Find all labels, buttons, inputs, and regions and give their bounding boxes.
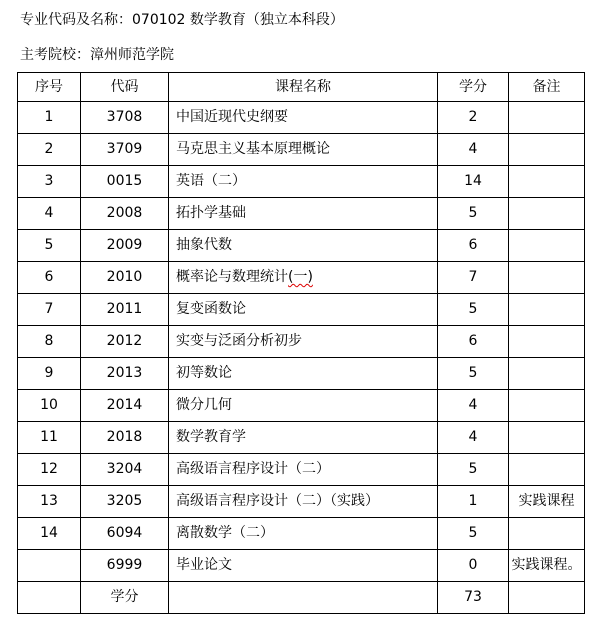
- row-no: 14: [18, 518, 81, 550]
- major-line: 专业代码及名称：070102 数学教育（独立本科段）: [20, 12, 344, 28]
- row-course-name: 概率论与数理统计(一): [169, 262, 438, 294]
- row-code: 2011: [81, 294, 169, 326]
- row-note: [509, 326, 585, 358]
- row-course-name: 高级语言程序设计（二）: [169, 454, 438, 486]
- row-course-name: 数学教育学: [169, 422, 438, 454]
- row-code: 6999: [81, 550, 169, 582]
- row-code: 3204: [81, 454, 169, 486]
- row-no: 13: [18, 486, 81, 518]
- row-course-name: 中国近现代史纲要: [169, 102, 438, 134]
- row-no: 5: [18, 230, 81, 262]
- col-header-note: 备注: [509, 73, 585, 102]
- col-header-credits: 学分: [438, 73, 509, 102]
- row-code: 2012: [81, 326, 169, 358]
- table-row: [18, 518, 585, 550]
- row-credits: 14: [438, 166, 509, 198]
- table-row: [18, 102, 585, 134]
- row-credits: 4: [438, 422, 509, 454]
- row-course-name: 拓扑学基础: [169, 198, 438, 230]
- row-code: 2013: [81, 358, 169, 390]
- row-credits: 4: [438, 134, 509, 166]
- row-no: 3: [18, 166, 81, 198]
- col-header-code: 代码: [81, 73, 169, 102]
- row-no: [18, 550, 81, 582]
- row-course-name: 微分几何: [169, 390, 438, 422]
- row-credits: 0: [438, 550, 509, 582]
- row-course-name: 复变函数论: [169, 294, 438, 326]
- row-credits: 5: [438, 294, 509, 326]
- total-label: 学分: [81, 582, 169, 614]
- row-code: 6094: [81, 518, 169, 550]
- row-course-name: 实变与泛函分析初步: [169, 326, 438, 358]
- table-row: [18, 198, 585, 230]
- total-name-cell: [169, 582, 438, 614]
- row-code: 0015: [81, 166, 169, 198]
- row-note: [509, 262, 585, 294]
- table-row: [18, 294, 585, 326]
- row-code: 2009: [81, 230, 169, 262]
- row-code: 2010: [81, 262, 169, 294]
- row-code: 2014: [81, 390, 169, 422]
- row-credits: 5: [438, 198, 509, 230]
- table-row: [18, 550, 585, 582]
- row-credits: 6: [438, 230, 509, 262]
- row-credits: 2: [438, 102, 509, 134]
- row-note: [509, 422, 585, 454]
- row-note: [509, 390, 585, 422]
- total-no-cell: [18, 582, 81, 614]
- row-note: [509, 134, 585, 166]
- course-table: [17, 72, 585, 614]
- row-note: [509, 198, 585, 230]
- row-no: 9: [18, 358, 81, 390]
- row-course-name: 英语（二）: [169, 166, 438, 198]
- table-row: [18, 422, 585, 454]
- table-row: [18, 326, 585, 358]
- table-header-row: [18, 73, 585, 102]
- col-header-no: 序号: [18, 73, 81, 102]
- row-credits: 5: [438, 358, 509, 390]
- row-no: 10: [18, 390, 81, 422]
- row-code: 3709: [81, 134, 169, 166]
- row-note: [509, 166, 585, 198]
- row-no: 12: [18, 454, 81, 486]
- school-line: 主考院校：漳州师范学院: [20, 47, 174, 63]
- table-row: [18, 166, 585, 198]
- table-total-row: [18, 582, 585, 614]
- row-code: 3205: [81, 486, 169, 518]
- row-credits: 6: [438, 326, 509, 358]
- total-note-cell: [509, 582, 585, 614]
- table-row: [18, 454, 585, 486]
- row-course-name: 抽象代数: [169, 230, 438, 262]
- total-credits: 73: [438, 582, 509, 614]
- row-code: 3708: [81, 102, 169, 134]
- row-course-name: 离散数学（二）: [169, 518, 438, 550]
- row-note: [509, 294, 585, 326]
- row-no: 1: [18, 102, 81, 134]
- row-course-name: 高级语言程序设计（二）（实践）: [169, 486, 438, 518]
- row-note: [509, 358, 585, 390]
- row-note: 实践课程: [509, 486, 585, 518]
- row-note: [509, 230, 585, 262]
- table-row: [18, 134, 585, 166]
- table-row: [18, 358, 585, 390]
- table-row: [18, 230, 585, 262]
- row-note: [509, 518, 585, 550]
- row-no: 11: [18, 422, 81, 454]
- row-note: [509, 102, 585, 134]
- row-note: [509, 454, 585, 486]
- row-code: 2018: [81, 422, 169, 454]
- row-code: 2008: [81, 198, 169, 230]
- row-note: 实践课程。: [509, 550, 585, 582]
- row-no: 2: [18, 134, 81, 166]
- row-course-name: 初等数论: [169, 358, 438, 390]
- row-no: 4: [18, 198, 81, 230]
- row-credits: 7: [438, 262, 509, 294]
- table-row: [18, 262, 585, 294]
- row-credits: 1: [438, 486, 509, 518]
- table-row: [18, 486, 585, 518]
- row-course-name: 马克思主义基本原理概论: [169, 134, 438, 166]
- row-credits: 5: [438, 454, 509, 486]
- row-no: 6: [18, 262, 81, 294]
- row-no: 8: [18, 326, 81, 358]
- table-row: [18, 390, 585, 422]
- row-credits: 5: [438, 518, 509, 550]
- row-credits: 4: [438, 390, 509, 422]
- row-no: 7: [18, 294, 81, 326]
- col-header-name: 课程名称: [169, 73, 438, 102]
- row-course-name: 毕业论文: [169, 550, 438, 582]
